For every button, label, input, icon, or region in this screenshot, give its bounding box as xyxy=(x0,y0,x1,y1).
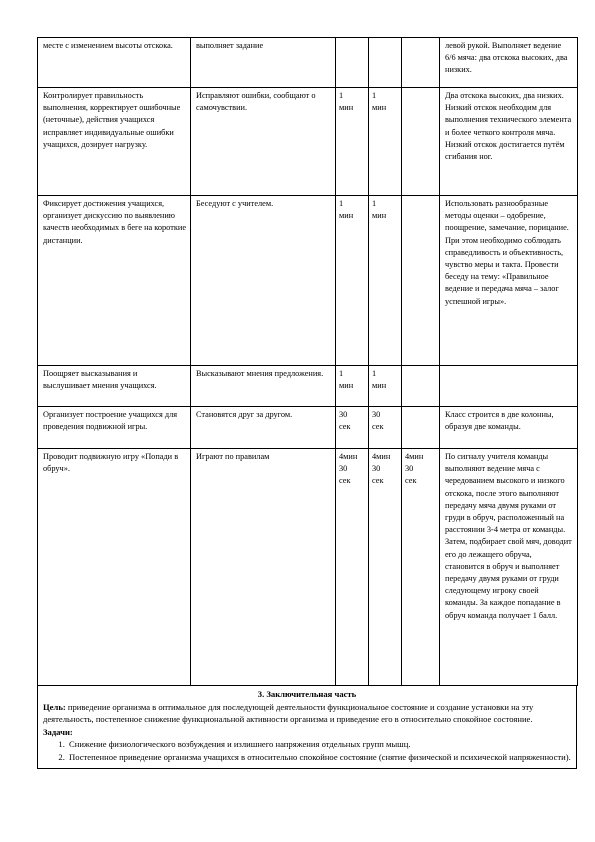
methodical-notes-cell: Два отскока высоких, два низких. Низкий отскок необходим для выполнения технического элемента и более четкого контроля мяча. Низкий отскок достигается путём сгибания ног. xyxy=(440,88,578,196)
lesson-plan-page xyxy=(37,37,577,769)
teacher-action-cell: Контролирует правильность выполнения, корректирует ошибочные (неточные), действия учащихся исправляет индивидуальные ошибки учащихся, дозирует нагрузку. xyxy=(38,88,191,196)
goal-label: Цель: xyxy=(43,701,66,712)
student-action-cell: Исправляют ошибки, сообщают о самочувствии. xyxy=(191,88,336,196)
time-cell: 30 сек xyxy=(336,407,369,449)
final-section-title: 3. Заключительная часть xyxy=(257,689,357,699)
task-item: 2. Постепенное приведение организма учащихся в относительно спокойное состояние (снятие физической и психической напряженности). xyxy=(67,751,571,764)
tasks-label: Задачи: xyxy=(43,726,73,737)
student-action-cell: Играют по правилам xyxy=(191,449,336,686)
time-cell: 4мин 30 сек xyxy=(369,449,402,686)
final-section xyxy=(37,686,577,769)
time-cell: 1 мин xyxy=(336,366,369,407)
student-action-cell: Беседуют с учителем. xyxy=(191,196,336,366)
time-cell xyxy=(402,407,440,449)
teacher-action-cell: Организует построение учащихся для проведения подвижной игры. xyxy=(38,407,191,449)
time-cell xyxy=(402,366,440,407)
methodical-notes-cell: Класс строится в две колонны, образуя две команды. xyxy=(440,407,578,449)
teacher-action-cell: Фиксирует достижения учащихся, организует дискуссию по выявлению качеств необходимых в беге на короткие дистанции. xyxy=(38,196,191,366)
teacher-action-cell: Поощряет высказывания и выслушивает мнения учащихся. xyxy=(38,366,191,407)
tasks-list xyxy=(43,738,571,763)
table-row xyxy=(38,407,578,449)
methodical-notes-cell xyxy=(440,366,578,407)
final-goal xyxy=(43,701,571,726)
goal-text: приведение организма в оптимальное для последующей деятельности функциональное состояние и создание установки на эту деятельность, постепенное снижение функциональной активности организма и приведение его в относительно спокойное состояние. xyxy=(43,701,534,725)
table-row xyxy=(38,38,578,88)
teacher-action-cell: месте с изменением высоты отскока. xyxy=(38,38,191,88)
time-cell: 1 мин xyxy=(369,88,402,196)
table-row xyxy=(38,88,578,196)
time-cell: 1 мин xyxy=(336,196,369,366)
methodical-notes-cell: Использовать разнообразные методы оценки – одобрение, поощрение, замечание, порицание. При этом необходимо соблюдать справедливость и объективность, чувство меры и такта. Провести беседу на тему: «Правильное ведение и передача мяча – залог успешной игры». xyxy=(440,196,578,366)
time-cell xyxy=(336,38,369,88)
lesson-plan-table xyxy=(37,37,578,686)
student-action-cell: Высказывают мнения предложения. xyxy=(191,366,336,407)
time-cell: 1 мин xyxy=(336,88,369,196)
student-action-cell: Становятся друг за другом. xyxy=(191,407,336,449)
time-cell xyxy=(402,196,440,366)
time-cell: 30 сек xyxy=(369,407,402,449)
methodical-notes-cell: По сигналу учителя команды выполняют ведение мяча с чередованием высокого и низкого отскока, после этого выполняют передачу мяча двумя руками от груди в обруч, расположенный на расстоянии 3-4 метра от команды. Затем, подбирает свой мяч, доводит его до лежащего обруча, становится в обруч и выполняет передачу двумя руками от груди следующему игроку своей команды. За каждое попадание в обруч команда получает 1 балл. xyxy=(440,449,578,686)
task-item: 1. Снижение физиологического возбуждения и излишнего напряжения отдельных групп мышц. xyxy=(67,738,571,751)
teacher-action-cell: Проводит подвижную игру «Попади в обруч». xyxy=(38,449,191,686)
time-cell: 4мин 30 сек xyxy=(336,449,369,686)
table-body xyxy=(38,38,578,686)
time-cell: 1 мин xyxy=(369,366,402,407)
time-cell xyxy=(402,88,440,196)
methodical-notes-cell: левой рукой. Выполняет ведение 6/6 мяча: два отскока высоких, два низких. xyxy=(440,38,578,88)
time-cell xyxy=(402,38,440,88)
student-action-cell: выполняет задание xyxy=(191,38,336,88)
table-row xyxy=(38,366,578,407)
time-cell xyxy=(369,38,402,88)
time-cell: 1 мин xyxy=(369,196,402,366)
time-cell: 4мин 30 сек xyxy=(402,449,440,686)
table-row xyxy=(38,196,578,366)
table-row xyxy=(38,449,578,686)
